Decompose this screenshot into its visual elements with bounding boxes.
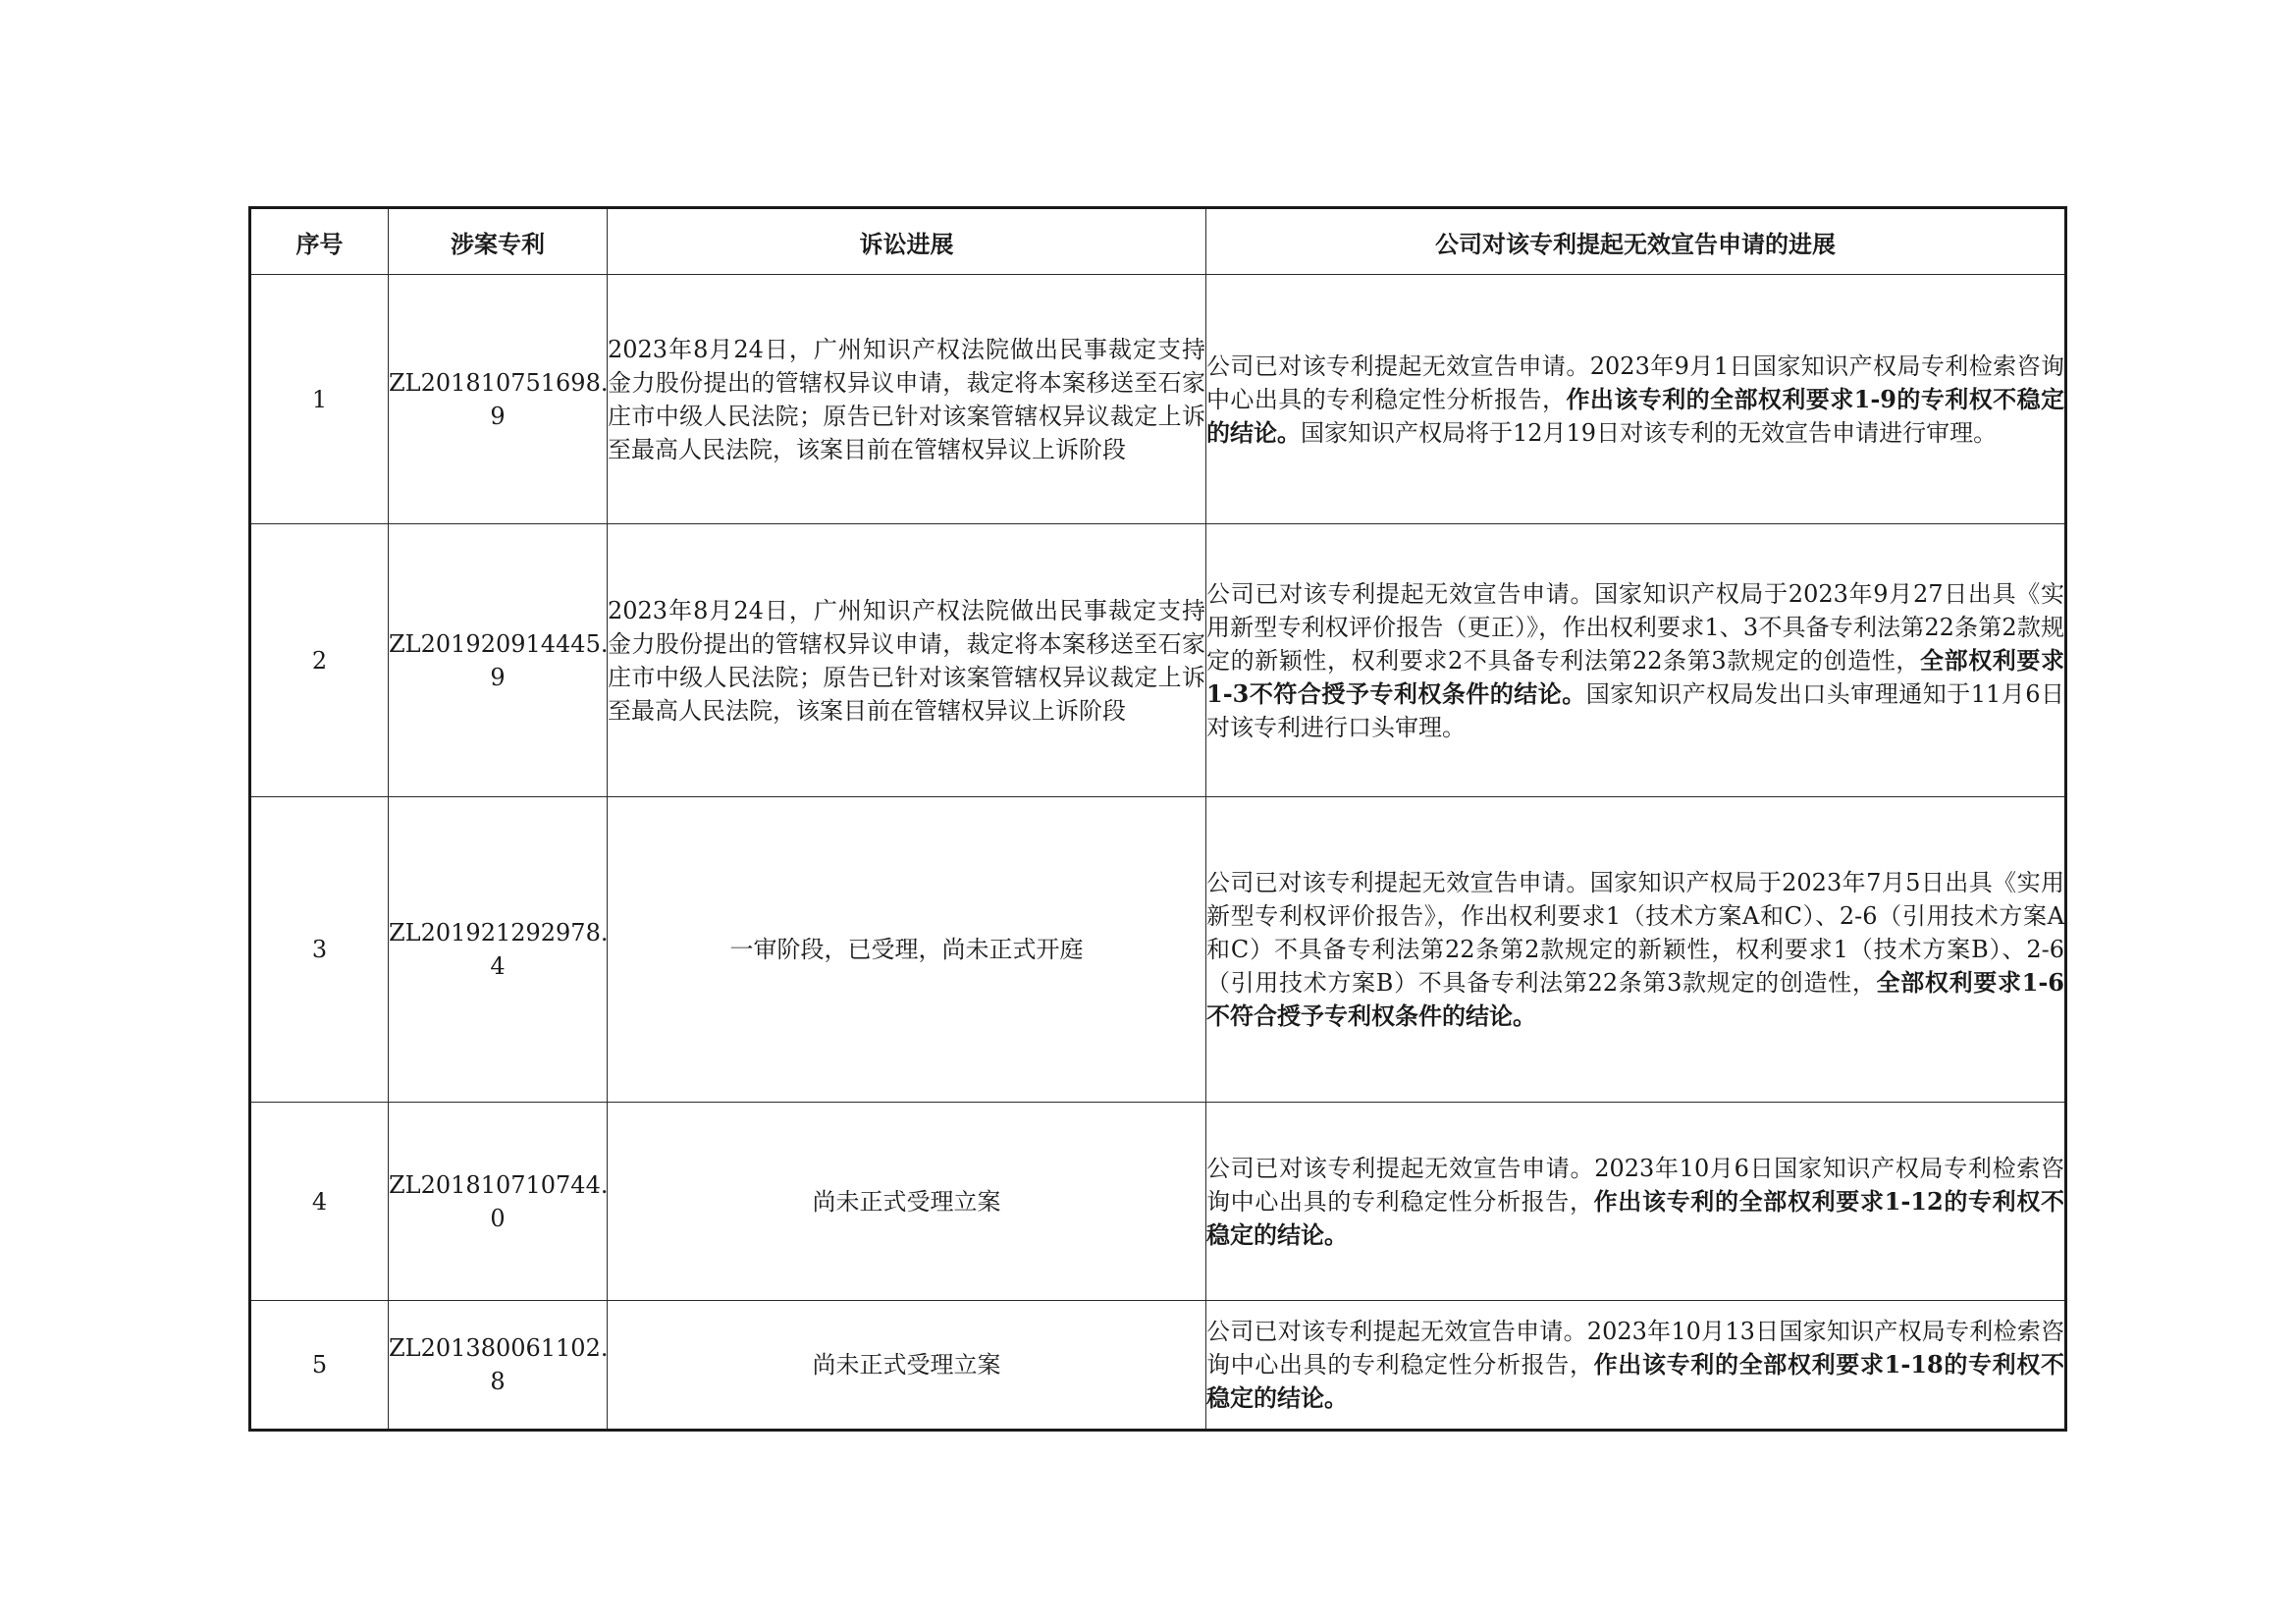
header-invalidation: 公司对该专利提起无效宣告申请的进展 bbox=[1206, 208, 2066, 275]
patent-number-line2: 9 bbox=[490, 663, 506, 691]
row-patent bbox=[389, 275, 608, 524]
patent-number-line2: 4 bbox=[490, 952, 506, 980]
invalidation-conclusion: 全部权利要求1-3不符合授予专利权条件的结论。 bbox=[1206, 645, 2065, 708]
row-seq: 4 bbox=[250, 1103, 389, 1301]
row-invalidation bbox=[1206, 797, 2066, 1103]
table-row bbox=[250, 797, 2066, 1103]
patent-number-line1: ZL201810710744. bbox=[389, 1170, 609, 1199]
invalidation-conclusion: 全部权利要求1-6不符合授予专利权条件的结论。 bbox=[1206, 968, 2064, 1030]
row-invalidation bbox=[1206, 1103, 2066, 1301]
row-invalidation bbox=[1206, 1301, 2066, 1431]
invalidation-text: 公司已对该专利提起无效宣告申请。2023年10月13日国家知识产权局专利检索咨询中心出具的专利稳定性分析报告， bbox=[1206, 1318, 2064, 1379]
header-seq: 序号 bbox=[250, 208, 389, 275]
row-litigation: 2023年8月24日，广州知识产权法院做出民事裁定支持金力股份提出的管辖权异议申请，裁定将本案移送至石家庄市中级人民法院；原告已针对该案管辖权异议裁定上诉至最高人民法院，该案目前在管辖权异议上诉阶段 bbox=[608, 275, 1206, 524]
patent-number-line2: 8 bbox=[490, 1368, 506, 1395]
header-litigation: 诉讼进展 bbox=[608, 208, 1206, 275]
invalidation-text: 公司已对该专利提起无效宣告申请。2023年10月6日国家知识产权局专利检索咨询中心出具的专利稳定性分析报告， bbox=[1206, 1154, 2064, 1216]
invalidation-conclusion: 作出该专利的全部权利要求1-18的专利权不稳定的结论。 bbox=[1206, 1350, 2064, 1412]
table-row bbox=[250, 275, 2066, 524]
row-patent bbox=[389, 1301, 608, 1431]
invalidation-followup: 国家知识产权局将于12月19日对该专利的无效宣告申请进行审理。 bbox=[1301, 418, 1998, 447]
invalidation-followup: 国家知识产权局发出口头审理通知于11月6日对该专利进行口头审理。 bbox=[1206, 679, 2065, 741]
patent-number-line1: ZL201810751698. bbox=[389, 368, 609, 397]
row-patent bbox=[389, 797, 608, 1103]
row-seq: 3 bbox=[250, 797, 389, 1103]
patent-number-line1: ZL201920914445. bbox=[389, 629, 609, 658]
invalidation-conclusion: 作出该专利的全部权利要求1-9的专利权不稳定的结论。 bbox=[1206, 384, 2065, 447]
table-header-row bbox=[250, 208, 2066, 275]
row-patent bbox=[389, 524, 608, 797]
patent-number-line2: 9 bbox=[490, 402, 506, 430]
row-seq: 5 bbox=[250, 1301, 389, 1431]
row-seq: 2 bbox=[250, 524, 389, 797]
row-litigation: 尚未正式受理立案 bbox=[608, 1301, 1206, 1431]
row-patent bbox=[389, 1103, 608, 1301]
row-litigation: 一审阶段，已受理，尚未正式开庭 bbox=[608, 797, 1206, 1103]
invalidation-text: 公司已对该专利提起无效宣告申请。国家知识产权局于2023年9月27日出具《实用新型专利权评价报告（更正）》，作出权利要求1、3不具备专利法第22条第2款规定的新颖性，权利要求2不具备专利法第22条第3款规定的创造性， bbox=[1206, 579, 2064, 675]
invalidation-conclusion: 作出该专利的全部权利要求1-12的专利权不稳定的结论。 bbox=[1206, 1186, 2064, 1249]
row-litigation: 尚未正式受理立案 bbox=[608, 1103, 1206, 1301]
patent-number-line2: 0 bbox=[490, 1204, 506, 1232]
table-row bbox=[250, 524, 2066, 797]
header-patent: 涉案专利 bbox=[389, 208, 608, 275]
patent-number-line1: ZL201380061102. bbox=[389, 1334, 609, 1362]
row-seq: 1 bbox=[250, 275, 389, 524]
patent-litigation-table bbox=[248, 206, 2067, 1432]
table-row bbox=[250, 1301, 2066, 1431]
invalidation-text: 公司已对该专利提起无效宣告申请。国家知识产权局于2023年7月5日出具《实用新型专利权评价报告》，作出权利要求1（技术方案A和C）、2-6（引用技术方案A和C）不具备专利法第22条第2款规定的新颖性，权利要求1（技术方案B）、2-6（引用技术方案B）不具备专利法第22条第3款规定的创造性， bbox=[1206, 869, 2064, 997]
invalidation-text: 公司已对该专利提起无效宣告申请。2023年9月1日国家知识产权局专利检索咨询中心出具的专利稳定性分析报告， bbox=[1206, 352, 2064, 413]
table-row bbox=[250, 1103, 2066, 1301]
patent-number-line1: ZL201921292978. bbox=[389, 919, 609, 947]
row-invalidation bbox=[1206, 275, 2066, 524]
row-litigation: 2023年8月24日，广州知识产权法院做出民事裁定支持金力股份提出的管辖权异议申请，裁定将本案移送至石家庄市中级人民法院；原告已针对该案管辖权异议裁定上诉至最高人民法院，该案目前在管辖权异议上诉阶段 bbox=[608, 524, 1206, 797]
row-invalidation bbox=[1206, 524, 2066, 797]
